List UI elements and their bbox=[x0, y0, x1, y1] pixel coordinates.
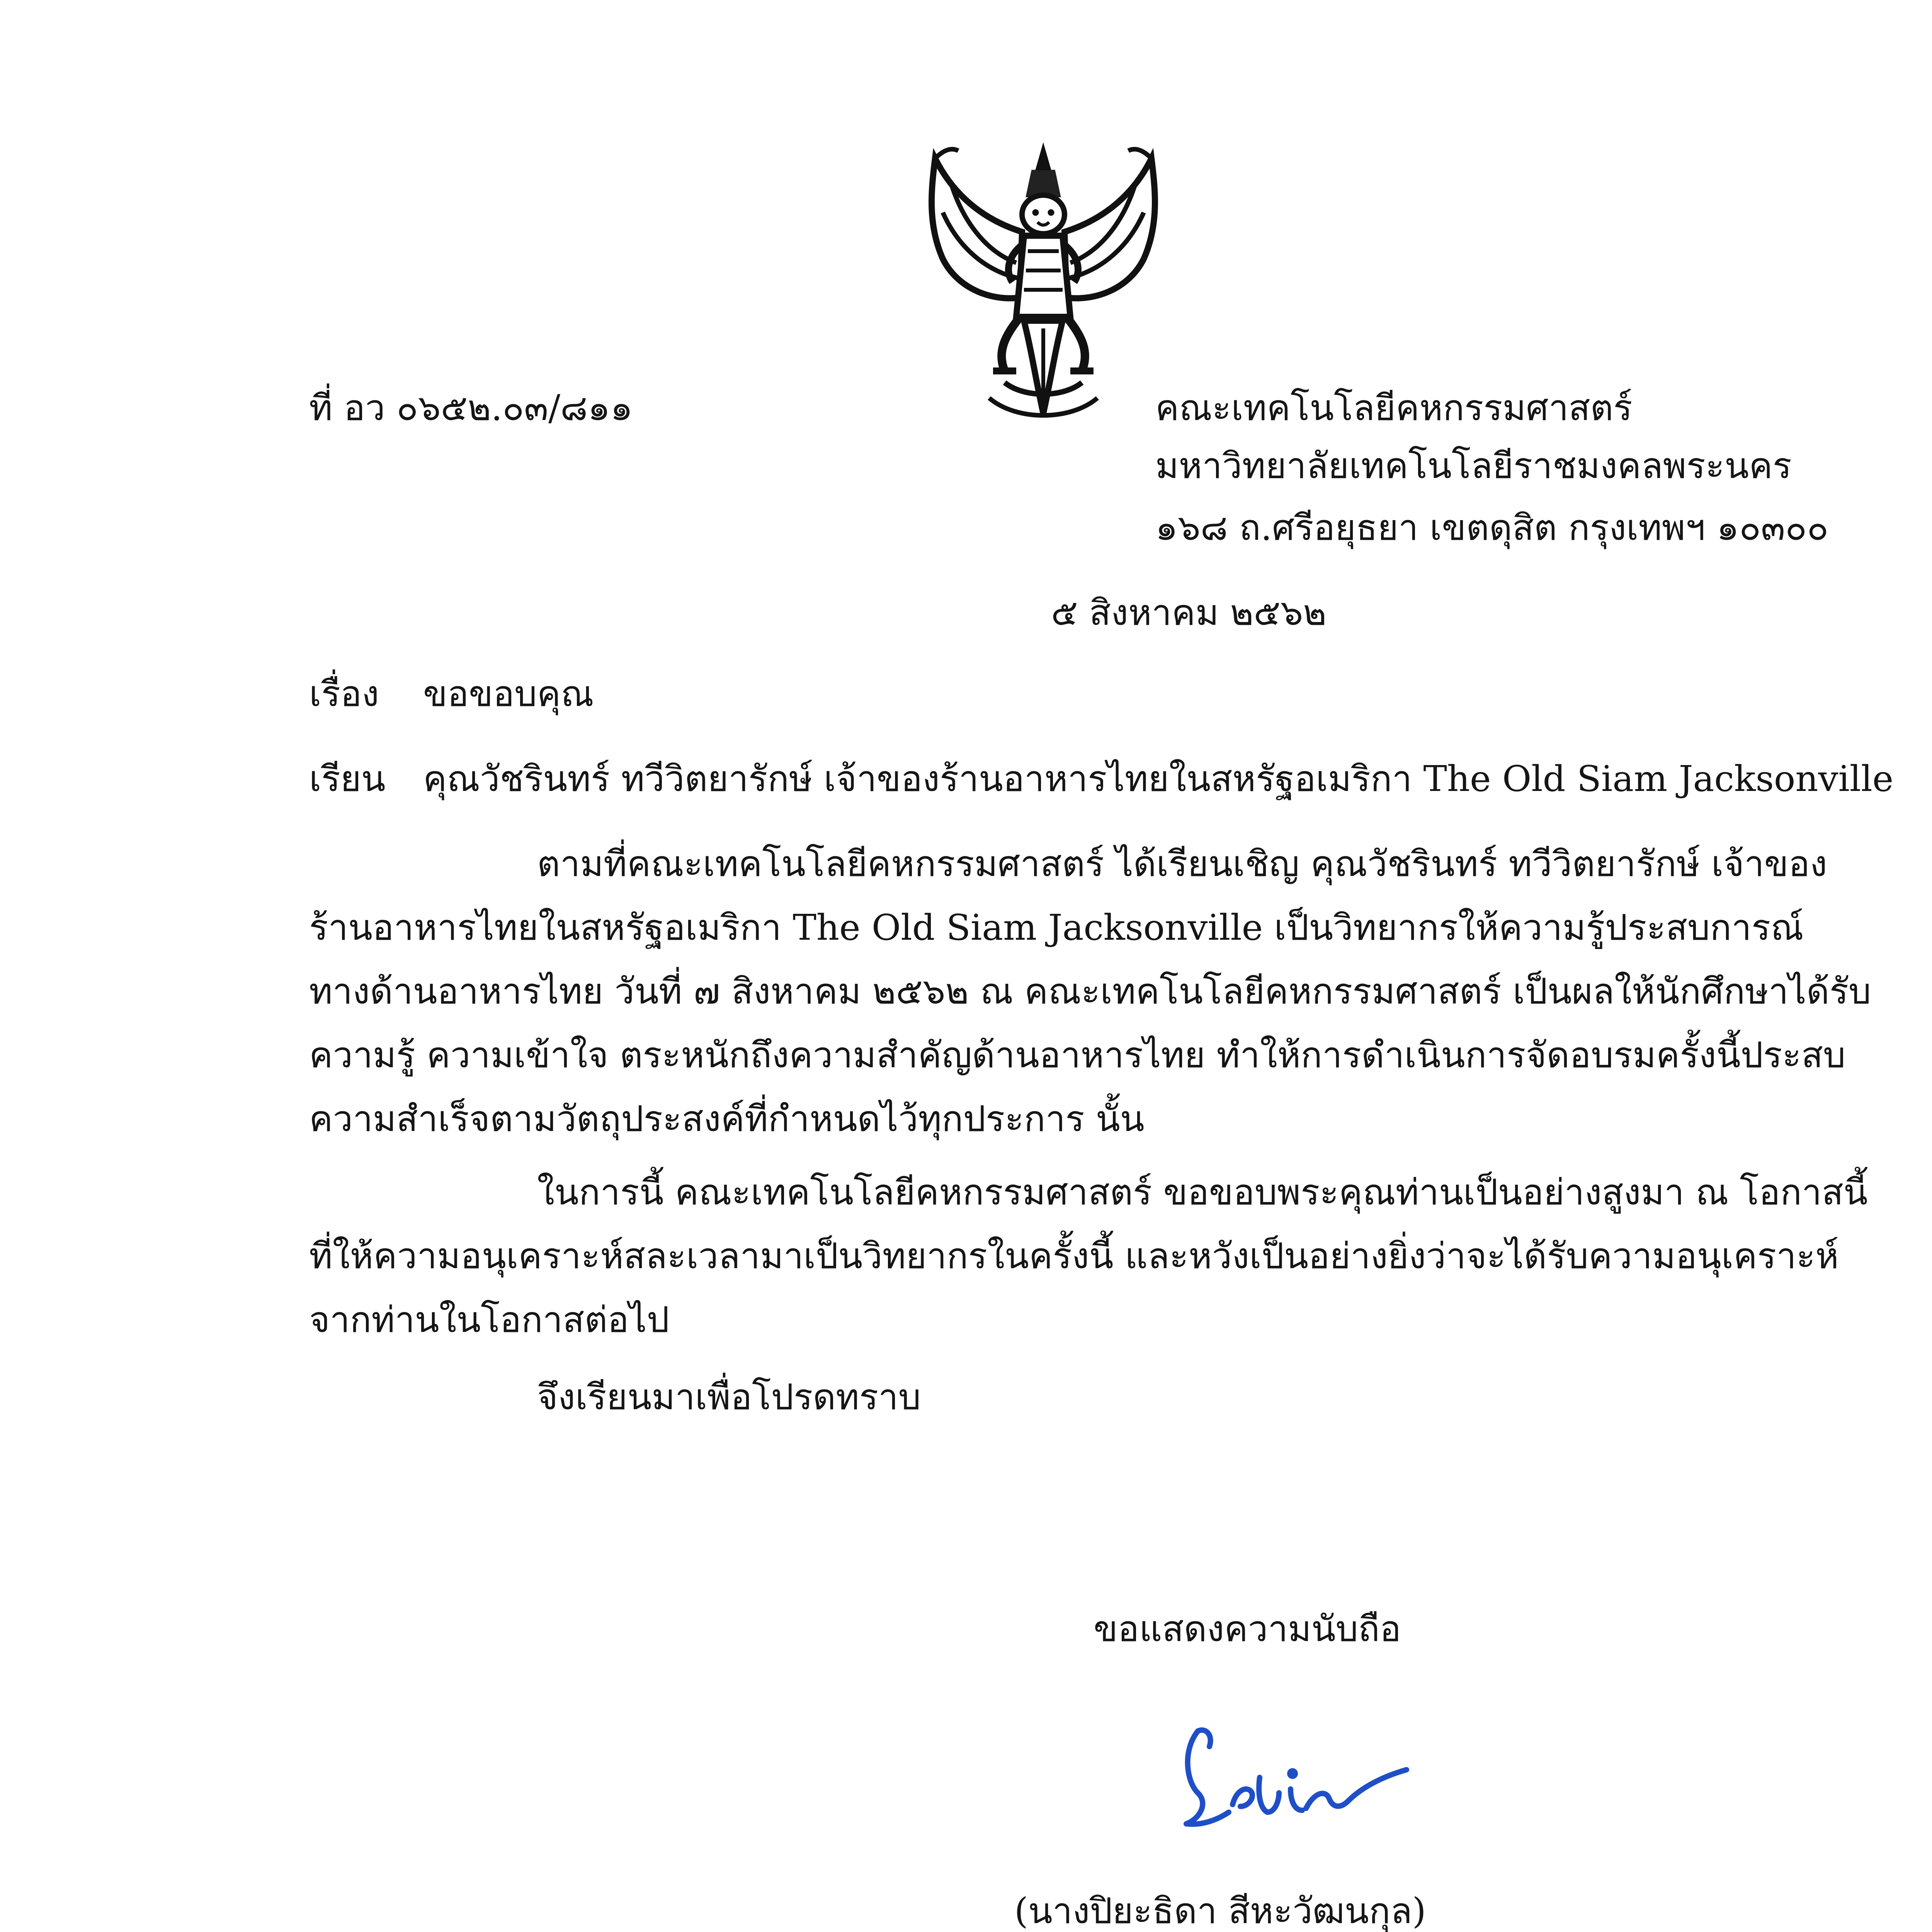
paragraph-2-line: ในการนี้ คณะเทคโนโลยีคหกรรมศาสตร์ ขอขอบพระคุณท่านเป็นอย่างสูงมา ณ โอกาสนี้ bbox=[537, 1172, 1868, 1213]
closing-line: จึงเรียนมาเพื่อโปรดทราบ bbox=[537, 1376, 921, 1418]
paragraph-2-line: จากท่านในโอกาสต่อไป bbox=[309, 1299, 670, 1340]
sender-university: มหาวิทยาลัยเทคโนโลยีราชมงคลพระนคร bbox=[1155, 445, 1792, 486]
handwritten-signature-icon bbox=[1175, 1716, 1414, 1839]
complimentary-close: ขอแสดงความนับถือ bbox=[1094, 1608, 1401, 1650]
paragraph-2-line: ที่ให้ความอนุเคราะห์สละเวลามาเป็นวิทยากรในครั้งนี้ และหวังเป็นอย่างยิ่งว่าจะได้รับความอนุเคราะห์ bbox=[309, 1235, 1839, 1277]
subject-value: ขอขอบคุณ bbox=[423, 673, 594, 714]
paragraph-1-line: ตามที่คณะเทคโนโลยีคหกรรมศาสตร์ ได้เรียนเชิญ คุณวัชรินทร์ ทวีวิตยารักษ์ เจ้าของ bbox=[537, 843, 1827, 884]
sender-department: คณะเทคโนโลยีคหกรรมศาสตร์ bbox=[1155, 387, 1633, 429]
subject-label: เรื่อง bbox=[309, 673, 379, 714]
paragraph-1-line: ร้านอาหารไทยในสหรัฐอเมริกา The Old Siam Jacksonville เป็นวิทยากรให้ความรู้ประสบการณ์ bbox=[309, 907, 1804, 948]
recipient-value: คุณวัชรินทร์ ทวีวิตยารักษ์ เจ้าของร้านอาหารไทยในสหรัฐอเมริกา The Old Siam Jacksonville bbox=[423, 758, 1894, 799]
paragraph-1-line: ความรู้ ความเข้าใจ ตระหนักถึงความสำคัญด้านอาหารไทย ทำให้การดำเนินการจัดอบรมครั้งนี้ประสบ bbox=[309, 1034, 1846, 1076]
reference-number: ที่ อว ๐๖๕๒.๐๓/๘๑๑ bbox=[309, 387, 633, 429]
garuda-emblem-icon bbox=[908, 135, 1179, 437]
paragraph-1-line: ทางด้านอาหารไทย วันที่ ๗ สิงหาคม ๒๕๖๒ ณ คณะเทคโนโลยีคหกรรมศาสตร์ เป็นผลให้นักศึกษาได้รับ bbox=[309, 971, 1871, 1012]
paragraph-1-line: ความสำเร็จตามวัตถุประสงค์ที่กำหนดไว้ทุกประการ นั้น bbox=[309, 1098, 1145, 1139]
sender-street-address: ๑๖๘ ถ.ศรีอยุธยา เขตดุสิต กรุงเทพฯ ๑๐๓๐๐ bbox=[1155, 507, 1829, 548]
letter-date: ๕ สิงหาคม ๒๕๖๒ bbox=[1051, 592, 1327, 633]
recipient-label: เรียน bbox=[309, 758, 386, 799]
signatory-name: (นางปิยะธิดา สีหะวัฒนกุล) bbox=[1014, 1890, 1426, 1932]
